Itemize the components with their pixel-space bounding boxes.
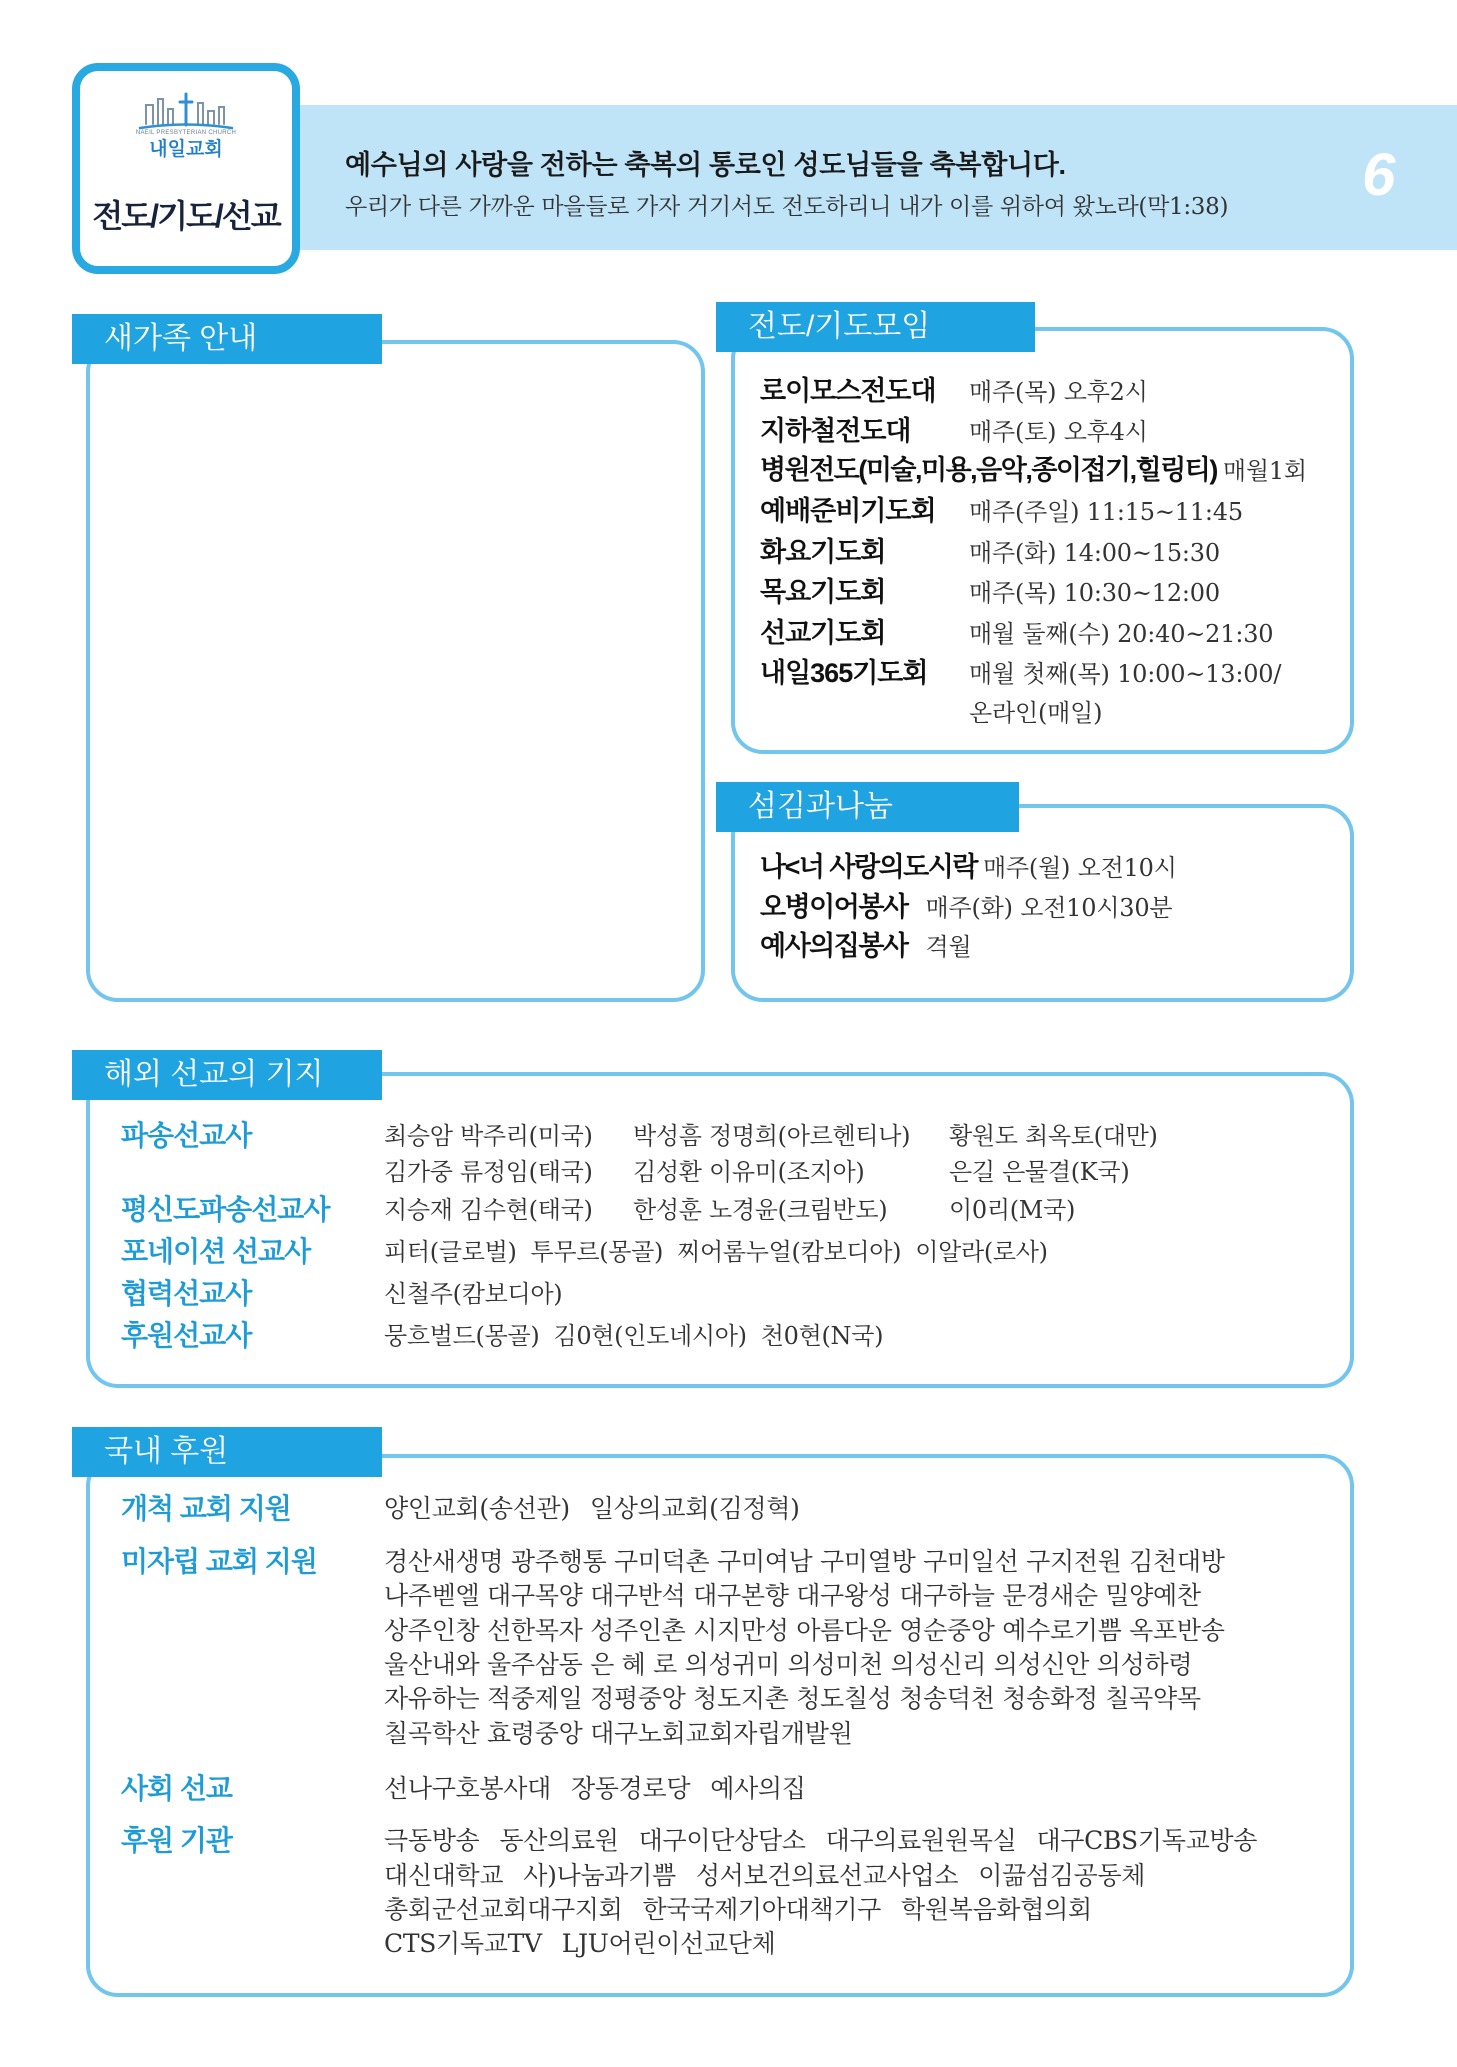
page-number: 6 (1362, 141, 1396, 208)
gathering-schedule: 매월1회 (1222, 457, 1307, 485)
missionary-list (384, 1235, 1062, 1269)
support-entry: 선나구호봉사대 (384, 1774, 551, 1803)
serving-row (760, 929, 971, 963)
support-line: 칠곡학산 효령중앙 대구노회교회자립개발원 (384, 1719, 853, 1748)
gathering-schedule: 온라인(매일) (969, 699, 1103, 727)
support-category-label: 미자립 교회 지원 (121, 1546, 317, 1577)
gathering-row (760, 575, 1220, 609)
missionary-group-label: 평신도파송선교사 (121, 1194, 330, 1225)
gathering-schedule: 매주(토) 오후4시 (969, 418, 1148, 446)
missionary-entry: 김0현(인도네시아) (553, 1322, 747, 1350)
gathering-name: 목요기도회 (760, 577, 886, 607)
gathering-schedule: 매주(화) 14:00~15:30 (969, 539, 1220, 567)
gathering-name: 예배준비기도회 (760, 496, 936, 526)
serving-name: 나<너 사랑의도시락 (760, 852, 977, 882)
support-entry: 대신대학교 (384, 1861, 504, 1890)
support-entry: 한국국제기아대책기구 (642, 1895, 882, 1924)
support-list (384, 1824, 1277, 1858)
page-title: 전도/기도/선교 (92, 198, 280, 234)
new-family-tab: 새가족 안내 (72, 314, 382, 364)
overseas-tab: 해외 선교의 기지 (72, 1050, 382, 1100)
support-entry: 대구의료원원목실 (825, 1826, 1017, 1855)
headline: 예수님의 사랑을 전하는 축복의 통로인 성도님들을 축복합니다. (345, 150, 1066, 180)
church-name: 내일교회 (149, 139, 223, 160)
support-entry: LJU어린이선교단체 (561, 1929, 776, 1958)
gatherings-tab: 전도/기도모임 (716, 302, 1035, 352)
missionary-entry: 뭉흐벌드(몽골) (384, 1322, 540, 1350)
gathering-schedule: 매주(목) 오후2시 (969, 378, 1148, 406)
gathering-name: 화요기도회 (760, 537, 886, 567)
gathering-row (760, 616, 1273, 650)
support-entry: 성서보건의료선교사업소 (695, 1861, 959, 1890)
serving-name: 예사의집봉사 (760, 931, 908, 961)
new-family-box (86, 340, 705, 1002)
logo-box (72, 63, 300, 274)
serving-schedule: 매주(월) 오전10시 (982, 854, 1177, 882)
serving-row (760, 890, 1172, 924)
church-skyline-icon (138, 91, 234, 131)
missionary-list (384, 1319, 897, 1353)
support-entry: 동산의료원 (499, 1826, 619, 1855)
support-entry: 총회군선교회대구지회 (384, 1895, 623, 1924)
support-list (384, 1859, 1165, 1893)
missionary-group-label: 협력선교사 (121, 1278, 252, 1309)
support-entry: 학원복음화협의회 (901, 1895, 1092, 1924)
missionary-group-label: 후원선교사 (121, 1320, 252, 1351)
serving-schedule: 격월 (925, 933, 972, 961)
support-list (384, 1927, 795, 1961)
support-entry: 이끎섬김공동체 (978, 1861, 1146, 1890)
missionary-entry: 김성환 이유미(조지아) (633, 1158, 865, 1186)
support-entry: 예사의집 (710, 1774, 806, 1803)
missionary-entry: 피터(글로벌) (384, 1238, 517, 1266)
support-entry: CTS기독교TV (384, 1929, 542, 1958)
support-entry: 대구CBS기독교방송 (1036, 1826, 1258, 1855)
missionary-entry: 이0리(M국) (949, 1196, 1076, 1224)
support-entry: 장동경로당 (570, 1774, 691, 1803)
missionary-entry: 이알라(로사) (915, 1238, 1048, 1266)
missionary-entry: 신철주(캄보디아) (384, 1280, 563, 1308)
bible-verse: 우리가 다른 가까운 마을들로 가자 거기서도 전도하리니 내가 이를 위하여 왔노라(막1:38) (345, 194, 1229, 220)
support-entry: 극동방송 (384, 1826, 480, 1855)
serving-schedule: 매주(화) 오전10시30분 (925, 894, 1173, 922)
gathering-schedule-continued (969, 696, 1102, 730)
gathering-schedule: 매월 첫째(목) 10:00~13:00/ (969, 660, 1282, 688)
missionary-entry: 지승재 김수현(태국) (384, 1196, 593, 1224)
gathering-row (760, 374, 1148, 408)
gathering-row (760, 453, 1307, 487)
support-line: 울산내와 울주삼동 은 혜 로 의성귀미 의성미천 의성신리 의성신안 의성하령 (384, 1650, 1193, 1679)
missionary-entry: 한성훈 노경윤(크림반도) (633, 1196, 888, 1224)
missionary-entry: 은길 은물결(K국) (949, 1158, 1130, 1186)
support-line: 나주벧엘 대구목양 대구반석 대구본향 대구왕성 대구하늘 문경새순 밀양예찬 (384, 1581, 1201, 1610)
serving-tab: 섬김과나눔 (716, 782, 1019, 832)
missionary-entry: 박성흠 정명희(아르헨티나) (633, 1122, 911, 1150)
support-entry: 일상의교회(김정혁) (589, 1494, 800, 1523)
gathering-row (760, 656, 1281, 690)
missionary-group-label: 파송선교사 (121, 1120, 252, 1151)
gathering-name: 지하철전도대 (760, 416, 911, 446)
gathering-row (760, 494, 1243, 528)
logo-caption: NAEIL PRESBYTERIAN CHURCH (135, 130, 237, 136)
support-list (384, 1893, 1112, 1927)
missionary-entry: 투무르(몽골) (530, 1238, 664, 1266)
gathering-name: 내일365기도회 (760, 658, 928, 688)
support-list (384, 1492, 820, 1526)
support-line: 경산새생명 광주행통 구미덕촌 구미여남 구미열방 구미일선 구지전원 김천대방 (384, 1547, 1225, 1576)
support-entry: 사)나눔과기쁨 (523, 1861, 676, 1890)
gathering-name: 선교기도회 (760, 618, 886, 648)
gathering-row (760, 414, 1148, 448)
missionary-group-label: 포네이션 선교사 (121, 1236, 311, 1267)
missionary-list (384, 1277, 576, 1311)
serving-name: 오병이어봉사 (760, 892, 908, 922)
serving-row (760, 850, 1177, 884)
gathering-schedule: 매주(목) 10:30~12:00 (969, 579, 1220, 607)
support-category-label: 사회 선교 (121, 1773, 232, 1804)
missionary-entry: 김가중 류정임(태국) (384, 1158, 593, 1186)
support-list (384, 1772, 826, 1806)
gathering-row (760, 535, 1220, 569)
missionary-entry: 황원도 최옥토(대만) (949, 1122, 1158, 1150)
gathering-schedule: 매주(주일) 11:15~11:45 (969, 498, 1243, 526)
support-category-label: 개척 교회 지원 (121, 1493, 291, 1524)
domestic-tab: 국내 후원 (72, 1427, 382, 1477)
support-entry: 양인교회(송선관) (384, 1494, 570, 1523)
missionary-entry: 찌어롬누얼(캄보디아) (677, 1238, 902, 1266)
gathering-name: 로이모스전도대 (760, 376, 936, 406)
gathering-schedule: 매월 둘째(수) 20:40~21:30 (969, 620, 1274, 648)
missionary-entry: 최승암 박주리(미국) (384, 1122, 593, 1150)
missionary-entry: 천0현(N국) (760, 1322, 884, 1350)
support-line: 자유하는 적중제일 정평중앙 청도지촌 청도칠성 청송덕천 청송화정 칠곡약목 (384, 1684, 1201, 1713)
support-line: 상주인창 선한목자 성주인촌 시지만성 아름다운 영순중앙 예수로기쁨 옥포반송 (384, 1616, 1225, 1645)
support-entry: 대구이단상담소 (638, 1826, 806, 1855)
support-category-label: 후원 기관 (121, 1825, 232, 1856)
gathering-name: 병원전도(미술,미용,음악,종이접기,힐링티) (760, 455, 1217, 485)
